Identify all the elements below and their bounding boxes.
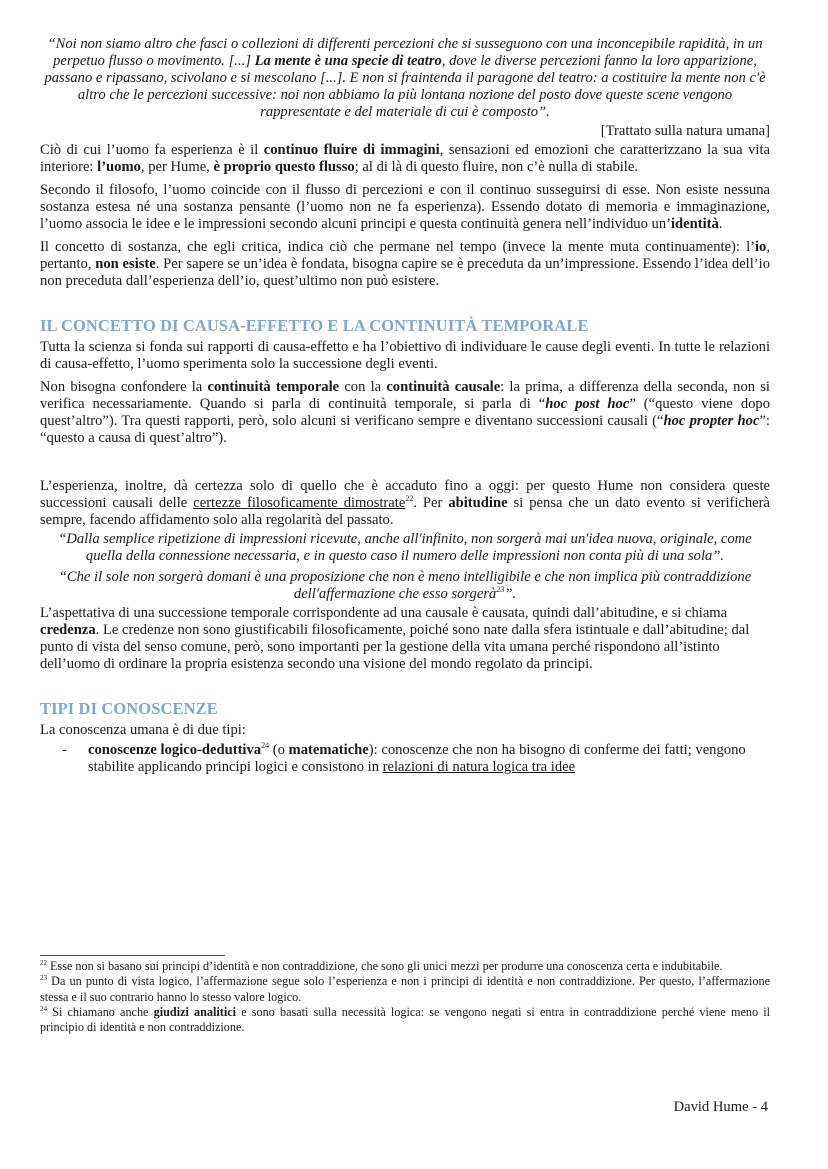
list-dash: -: [62, 742, 67, 758]
footnote-24: $^{24}$ Si chiamano anche giudizi analitici e sono basati sulla necessità logica: se vengono negati si entra in contraddizione perché viene meno il principio di identità e non contraddizione.: [40, 1004, 770, 1035]
quote-source: [Trattato sulla natura umana]: [600, 123, 770, 139]
footnote-ref-24[interactable]: 24: [261, 741, 270, 751]
underlined-phrase: certezze filosoficamente dimostrate: [193, 495, 406, 511]
footnote-ref-22[interactable]: 22: [405, 494, 414, 504]
quote-text: “Noi non siamo altro che fasci o collezioni di differenti percezioni che si susseguono con una inconcepibile rapidità, in un perpetuo flusso o movimento. [...]: [47, 36, 763, 69]
quote-ripetizione: “Dalla semplice ripetizione di impressioni ricevute, anche all'infinito, non sorgerà mai un'idea nuova, originale, come quella della connessione necessaria, e in questo caso il numero delle impressioni non conta più di una sola”.: [58, 531, 752, 564]
quote-emphasis: La mente è una specie di teatro: [254, 53, 442, 69]
quote-text: , dove le diverse percezioni fanno la loro apparizione, passano e ripassano, scivolano e si mescolano [...]. E non si fraintenda il paragone del teatro: a costituire la mente non c'è altro che le percezioni successive: noi non abbiamo la più lontana nozione del posto dove queste scene vengono rappresentate e del materiale di cui è composto”.: [44, 53, 766, 120]
paragraph: Tutta la scienza si fonda sui rapporti di causa-effetto e ha l’obiettivo di individuare le cause degli eventi. In tutte le relazioni di causa-effetto, l’uomo sperimenta solo la successione degli eventi.: [40, 339, 770, 372]
footnotes: [40, 955, 770, 1035]
paragraph: Ciò di cui l’uomo fa esperienza è il continuo fluire di immagini, sensazioni ed emozioni che caratterizzano la sua vita interiore: l’uomo, per Hume, è proprio questo flusso; al di là di questo fluire, non c’è nulla di stabile.: [40, 142, 771, 175]
paragraph: Non bisogna confondere la continuità temporale con la continuità causale: la prima, a differenza della seconda, non si verifica necessariamente. Quando si parla di continuità temporale, si parla di “hoc post hoc” (“questo viene dopo quest’altro”). Tra questi rapporti, però, solo alcuni si verificano sempre e diventano successioni causali (“hoc propter hoc”: “questo a causa di quest’altro”).: [40, 379, 771, 446]
list-item: [62, 742, 770, 776]
paragraph: L’esperienza, inoltre, dà certezza solo di quello che è accaduto fino a oggi: per questo Hume non considera queste successioni causali delle certezze filosoficamente dimostrate$^{22}$. Per abitudine si pensa che un dato evento si verificherà sempre, facendo affidamento solo alla regolarità del passato.: [40, 478, 771, 528]
paragraph: L’aspettativa di una successione temporale corrispondente ad una causale è causata, quindi dall’abitudine, e si chiama credenza. Le credenze non sono giustificabili filosoficamente, poiché sono nate dalla sfera istintuale e dall’abitudine; dal punto di vista del senso comune, però, sono importanti per la gestione della vita umana perché rispondono all’istinto dell’uomo di ordinare la propria esistenza secondo una visione del mondo regolato da principi.: [40, 605, 750, 672]
footnote-23: $^{23}$ Da un punto di vista logico, l’affermazione segue solo l’esperienza e non i principi di identità e non contraddizione. Per questo, l’affermazione stessa e il suo contrario hanno lo stesso valore logico.: [40, 974, 770, 1004]
footnote-ref-23[interactable]: 23: [496, 585, 505, 595]
underlined-phrase: relazioni di natura logica tra idee: [382, 759, 576, 775]
paragraph: La conoscenza umana è di due tipi:: [40, 722, 246, 738]
list-item-text: conoscenze logico-deduttiva$^{24}$ (o matematiche): conoscenze che non ha bisogno di conferme dei fatti; vengono stabilite applicando principi logici e consistono in relazioni di natura logica tra idee: [88, 741, 746, 775]
paragraph: Il concetto di sostanza, che egli critica, indica ciò che permane nel tempo (invece la mente muta continuamente): l’io, pertanto, non esiste. Per sapere se un’idea è fondata, bisogna capire se è preceduta da un’impressione. Essendo l’idea dell’io non preceduta dall’esperienza dell’io, quest’ultimo non può esistere.: [40, 239, 770, 289]
section-heading-causa-effetto: IL CONCETTO DI CAUSA-EFFETTO E LA CONTINUITÀ TEMPORALE: [40, 316, 589, 335]
paragraph: Secondo il filosofo, l’uomo coincide con il flusso di percezioni e con il continuo susseguirsi di esse. Non esiste nessuna sostanza estesa né una sostanza pensante (l’uomo non ne fa esperienza). Essendo dotato di memoria e immaginazione, l’uomo associa le idee e le impressioni secondo alcuni principi e questa continuità genera nell’individuo un’identità.: [40, 182, 770, 232]
quote-sole: “Che il sole non sorgerà domani è una proposizione che non è meno intelligibile e che non implica più contraddizione dell'affermazione che esso sorgerà$^{23}$”.: [58, 569, 752, 602]
footnote-divider: [40, 955, 225, 956]
section-heading-tipi-conoscenze: TIPI DI CONOSCENZE: [40, 699, 218, 718]
footnote-22: $^{22}$ Esse non si basano sui principi d’identità e non contraddizione, che sono gli unici mezzi per produrre una conoscenza certa e indubitabile.: [40, 958, 723, 973]
page-body: [40, 36, 770, 776]
opening-quote: [40, 36, 770, 121]
page-footer: David Hume - 4: [673, 1099, 768, 1115]
